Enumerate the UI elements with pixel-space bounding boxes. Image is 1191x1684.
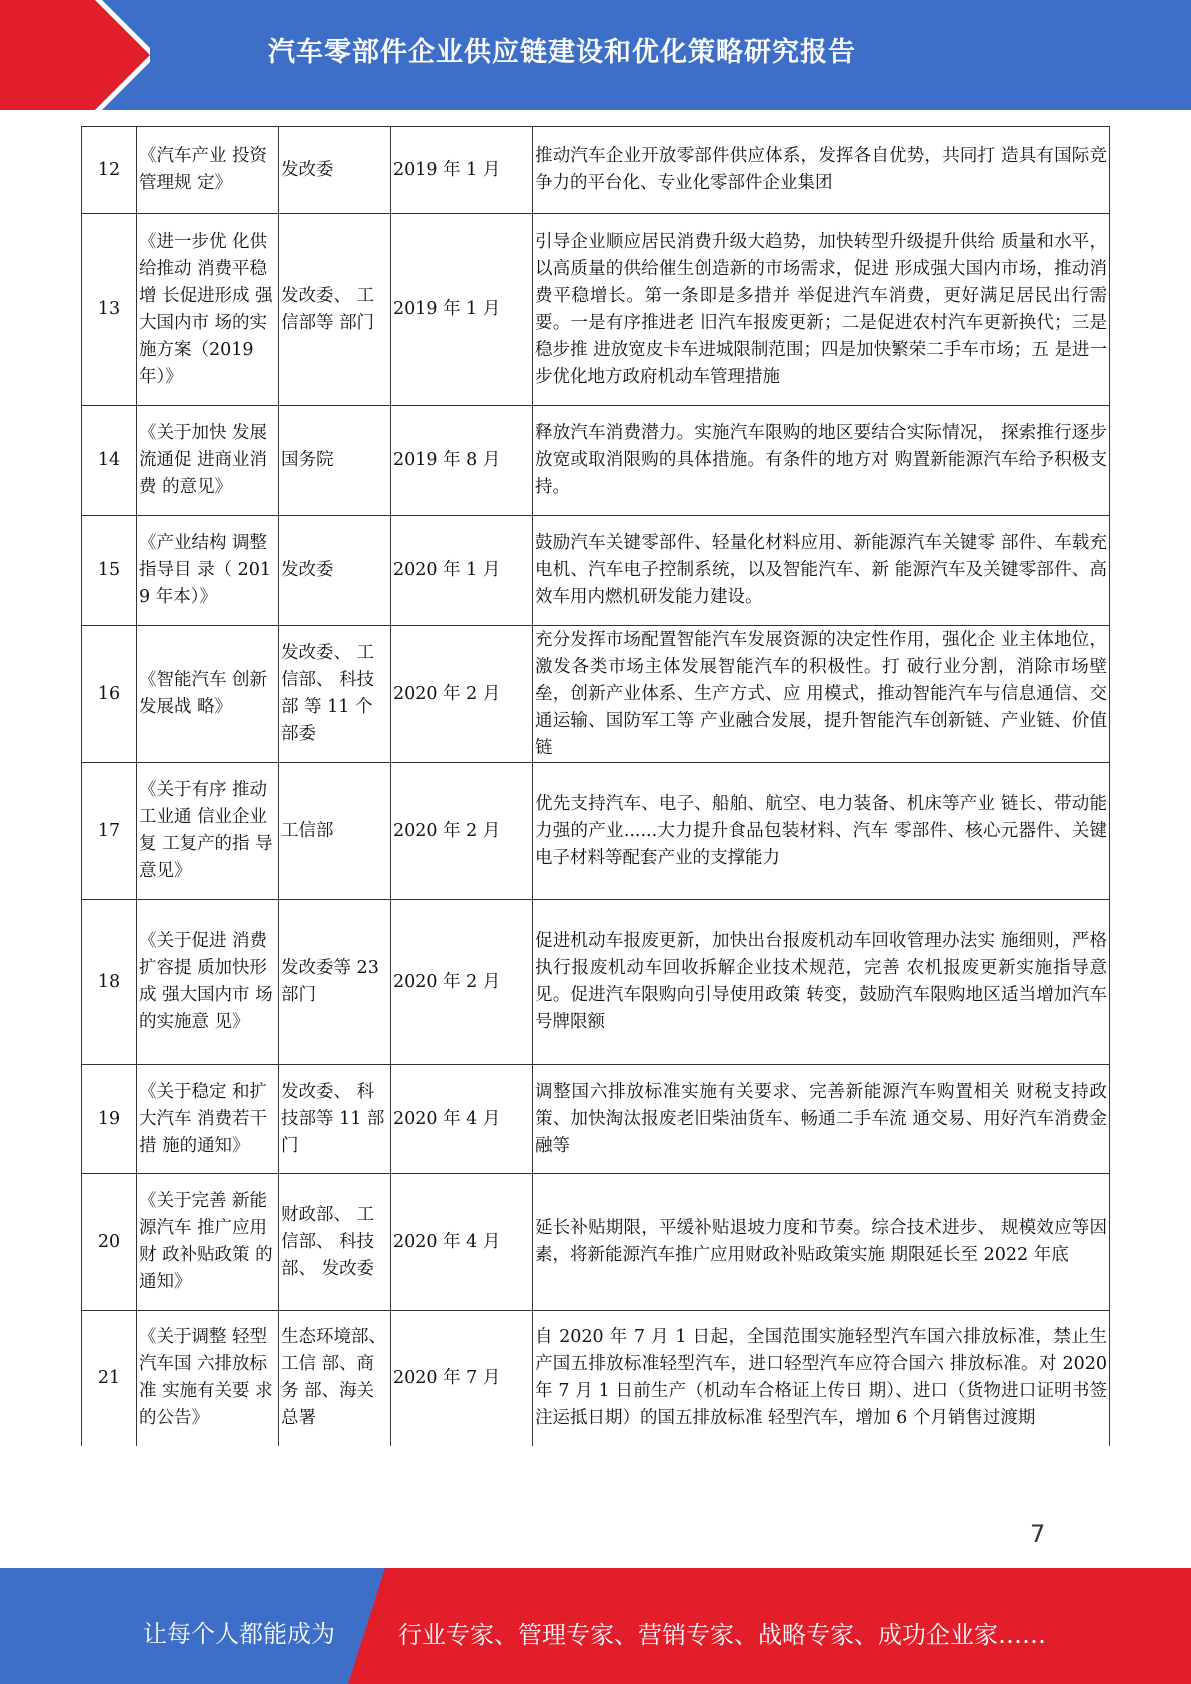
issuing-department: 发改委、 工信部、 科技部 等 11 个部委 — [279, 626, 391, 763]
row-number: 14 — [82, 406, 137, 516]
policy-name: 《关于促进 消费扩容提 质加快形成 强大国内市 场的实施意 见》 — [137, 900, 279, 1065]
row-number: 15 — [82, 516, 137, 626]
table-row — [82, 900, 1110, 1065]
issue-date: 2020 年 2 月 — [391, 626, 533, 763]
row-number: 17 — [82, 763, 137, 900]
table-row — [82, 1174, 1110, 1311]
policy-table — [81, 126, 1110, 1446]
policy-content: 调整国六排放标准实施有关要求、完善新能源汽车购置相关 财税支持政策、加快淘汰报废老旧柴油货车、畅通二手车流 通交易、用好汽车消费金融等 — [533, 1065, 1110, 1174]
policy-content: 鼓励汽车关键零部件、轻量化材料应用、新能源汽车关键零 部件、车载充电机、汽车电子控制系统，以及智能汽车、新 能源汽车及关键零部件、高效车用内燃机研发能力建设。 — [533, 516, 1110, 626]
issue-date: 2020 年 1 月 — [391, 516, 533, 626]
table-row — [82, 763, 1110, 900]
table-row — [82, 1311, 1110, 1446]
issue-date: 2020 年 2 月 — [391, 900, 533, 1065]
table-row — [82, 516, 1110, 626]
policy-name: 《关于加快 发展流通促 进商业消费 的意见》 — [137, 406, 279, 516]
row-number: 12 — [82, 127, 137, 214]
row-number: 20 — [82, 1174, 137, 1311]
policy-content: 推动汽车企业开放零部件供应体系，发挥各自优势，共同打 造具有国际竞争力的平台化、专业化零部件企业集团 — [533, 127, 1110, 214]
policy-name: 《关于有序 推动工业通 信业企业复 工复产的指 导意见》 — [137, 763, 279, 900]
policy-name: 《进一步优 化供给推动 消费平稳增 长促进形成 强大国内市 场的实施方案（2019 年）》 — [137, 214, 279, 406]
issue-date: 2020 年 7 月 — [391, 1311, 533, 1446]
issuing-department: 发改委 — [279, 127, 391, 214]
row-number: 18 — [82, 900, 137, 1065]
policy-content: 自 2020 年 7 月 1 日起，全国范围实施轻型汽车国六排放标准，禁止生产国五排放标准轻型汽车，进口轻型汽车应符合国六 排放标准。对 2020 年 7 月 1 日前生产（机动车合格证上传日 期）、进口（货物进口证明书签注运抵日期）的国五排放标准 轻型汽车，增加 6 个月销售过渡期 — [533, 1311, 1110, 1446]
report-title: 汽车零部件企业供应链建设和优化策略研究报告 — [268, 37, 856, 68]
policy-content: 引导企业顺应居民消费升级大趋势，加快转型升级提升供给 质量和水平，以高质量的供给催生创造新的市场需求，促进 形成强大国内市场，推动消费平稳增长。第一条即是多措并 举促进汽车消费，更好满足居民出行需要。一是有序推进老 旧汽车报废更新；二是促进农村汽车更新换代；三是稳步推 进放宽皮卡车进城限制范围；四是加快繁荣二手车市场；五 是进一步优化地方政府机动车管理措施 — [533, 214, 1110, 406]
issuing-department: 国务院 — [279, 406, 391, 516]
policy-name: 《汽车产业 投资管理规 定》 — [137, 127, 279, 214]
issuing-department: 工信部 — [279, 763, 391, 900]
issuing-department: 发改委、 科技部等 11 部门 — [279, 1065, 391, 1174]
issuing-department: 发改委 — [279, 516, 391, 626]
issue-date: 2019 年 8 月 — [391, 406, 533, 516]
issue-date: 2020 年 2 月 — [391, 763, 533, 900]
issue-date: 2019 年 1 月 — [391, 127, 533, 214]
policy-name: 《关于调整 轻型汽车国 六排放标准 实施有关要 求的公告》 — [137, 1311, 279, 1446]
table-row — [82, 127, 1110, 214]
policy-content: 释放汽车消费潜力。实施汽车限购的地区要结合实际情况， 探索推行逐步放宽或取消限购的具体措施。有条件的地方对 购置新能源汽车给予积极支持。 — [533, 406, 1110, 516]
policy-name: 《产业结构 调整指导目 录（ 2019 年本）》 — [137, 516, 279, 626]
issue-date: 2019 年 1 月 — [391, 214, 533, 406]
policy-content: 优先支持汽车、电子、船舶、航空、电力装备、机床等产业 链长、带动能力强的产业......大力提升食品包装材料、汽车 零部件、核心元器件、关键电子材料等配套产业的支撑能力 — [533, 763, 1110, 900]
header-red-chevron — [0, 0, 150, 110]
row-number: 13 — [82, 214, 137, 406]
row-number: 16 — [82, 626, 137, 763]
table-row — [82, 214, 1110, 406]
row-number: 19 — [82, 1065, 137, 1174]
issuing-department: 发改委、 工信部等 部门 — [279, 214, 391, 406]
page-footer — [0, 1568, 1191, 1684]
table-row — [82, 406, 1110, 516]
issue-date: 2020 年 4 月 — [391, 1065, 533, 1174]
table-row — [82, 626, 1110, 763]
policy-content: 延长补贴期限，平缓补贴退坡力度和节奏。综合技术进步、 规模效应等因素，将新能源汽车推广应用财政补贴政策实施 期限延长至 2022 年底 — [533, 1174, 1110, 1311]
table-row — [82, 1065, 1110, 1174]
policy-name: 《关于完善 新能源汽车 推广应用财 政补贴政策 的通知》 — [137, 1174, 279, 1311]
issuing-department: 生态环境部、工信 部、商务 部、海关 总署 — [279, 1311, 391, 1446]
page-header — [0, 0, 1191, 110]
policy-content: 充分发挥市场配置智能汽车发展资源的决定性作用，强化企 业主体地位，激发各类市场主体发展智能汽车的积极性。打 破行业分割，消除市场壁垒，创新产业体系、生产方式、应 用模式，推动智能汽车与信息通信、交通运输、国防军工等 产业融合发展，提升智能汽车创新链、产业链、价值链 — [533, 626, 1110, 763]
footer-slogan-left: 让每个人都能成为 — [143, 1620, 335, 1648]
issuing-department: 财政部、 工信部、 科技部、 发改委 — [279, 1174, 391, 1311]
row-number: 21 — [82, 1311, 137, 1446]
footer-slogan-right: 行业专家、管理专家、营销专家、战略专家、成功企业家…… — [398, 1621, 1046, 1649]
policy-content: 促进机动车报废更新，加快出台报废机动车回收管理办法实 施细则，严格执行报废机动车回收拆解企业技术规范，完善 农机报废更新实施指导意见。促进汽车限购向引导使用政策 转变，鼓励汽车限购地区适当增加汽车号牌限额 — [533, 900, 1110, 1065]
policy-name: 《关于稳定 和扩大汽车 消费若干措 施的通知》 — [137, 1065, 279, 1174]
policy-name: 《智能汽车 创新发展战 略》 — [137, 626, 279, 763]
issuing-department: 发改委等 23 部门 — [279, 900, 391, 1065]
page-number: 7 — [1030, 1520, 1046, 1548]
issue-date: 2020 年 4 月 — [391, 1174, 533, 1311]
